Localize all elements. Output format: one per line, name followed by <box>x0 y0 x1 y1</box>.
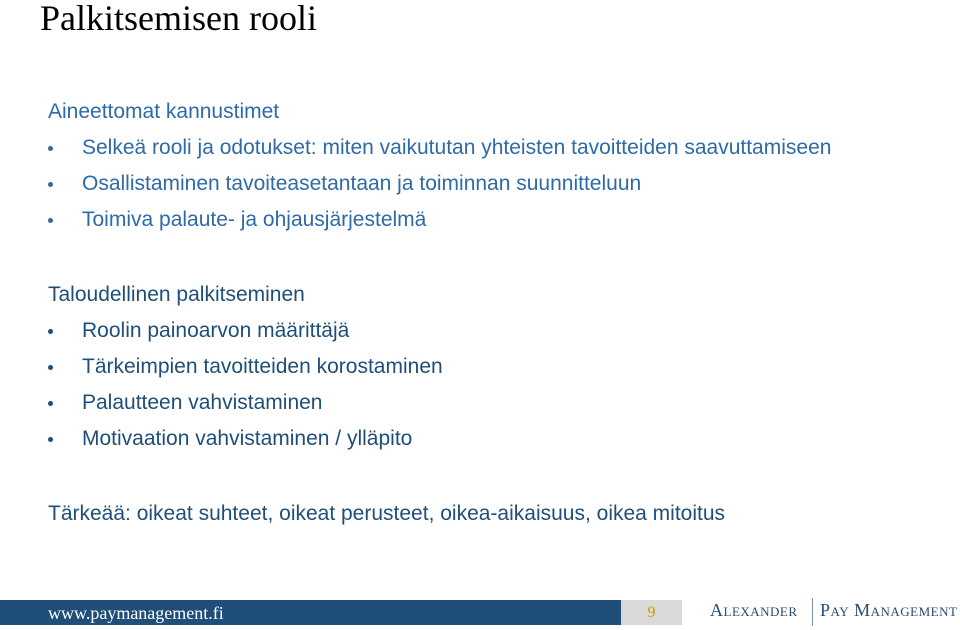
logo-text-pay-management: Pay Management <box>820 600 958 620</box>
bullet-icon <box>48 182 53 187</box>
section-heading: Aineettomat kannustimet <box>48 100 280 123</box>
list-item <box>48 172 831 208</box>
list-item-text: Palautteen vahvistaminen <box>82 391 323 414</box>
list-item-text: Osallistaminen tavoiteasetantaan ja toiminnan suunnitteluun <box>82 172 642 195</box>
list-item <box>48 319 443 355</box>
important-note: Tärkeää: oikeat suhteet, oikeat perusteet, oikea-aikaisuus, oikea mitoitus <box>48 502 726 525</box>
list-item <box>48 136 831 172</box>
footer-url-link[interactable]: www.paymanagement.fi <box>48 603 224 623</box>
list-item <box>48 427 443 463</box>
section-financial <box>48 283 443 463</box>
company-logo <box>710 598 958 626</box>
bullet-icon <box>48 146 53 151</box>
list-item <box>48 208 831 244</box>
list-item-text: Roolin painoarvon määrittäjä <box>82 319 350 342</box>
bullet-icon <box>48 218 53 223</box>
page-number: 9 <box>647 604 656 621</box>
list-item-text: Motivaation vahvistaminen / ylläpito <box>82 427 413 450</box>
slide-title: Palkitsemisen rooli <box>40 0 317 38</box>
list-item <box>48 391 443 427</box>
list-item-text: Selkeä rooli ja odotukset: miten vaikututan yhteisten tavoitteiden saavuttamiseen <box>82 136 832 159</box>
bullet-list <box>48 319 443 463</box>
section-heading: Taloudellinen palkitseminen <box>48 283 305 306</box>
page-number-box <box>621 600 682 625</box>
list-item-text: Toimiva palaute- ja ohjausjärjestelmä <box>82 208 427 231</box>
logo-text-alexander: Alexander <box>710 600 798 620</box>
bullet-list <box>48 136 831 244</box>
list-item-text: Tärkeimpien tavoitteiden korostaminen <box>82 355 443 378</box>
logo-divider <box>812 598 813 626</box>
bullet-icon <box>48 365 53 370</box>
bullet-icon <box>48 329 53 334</box>
bullet-icon <box>48 437 53 442</box>
section-intangible <box>48 100 831 244</box>
list-item <box>48 355 443 391</box>
bullet-icon <box>48 401 53 406</box>
